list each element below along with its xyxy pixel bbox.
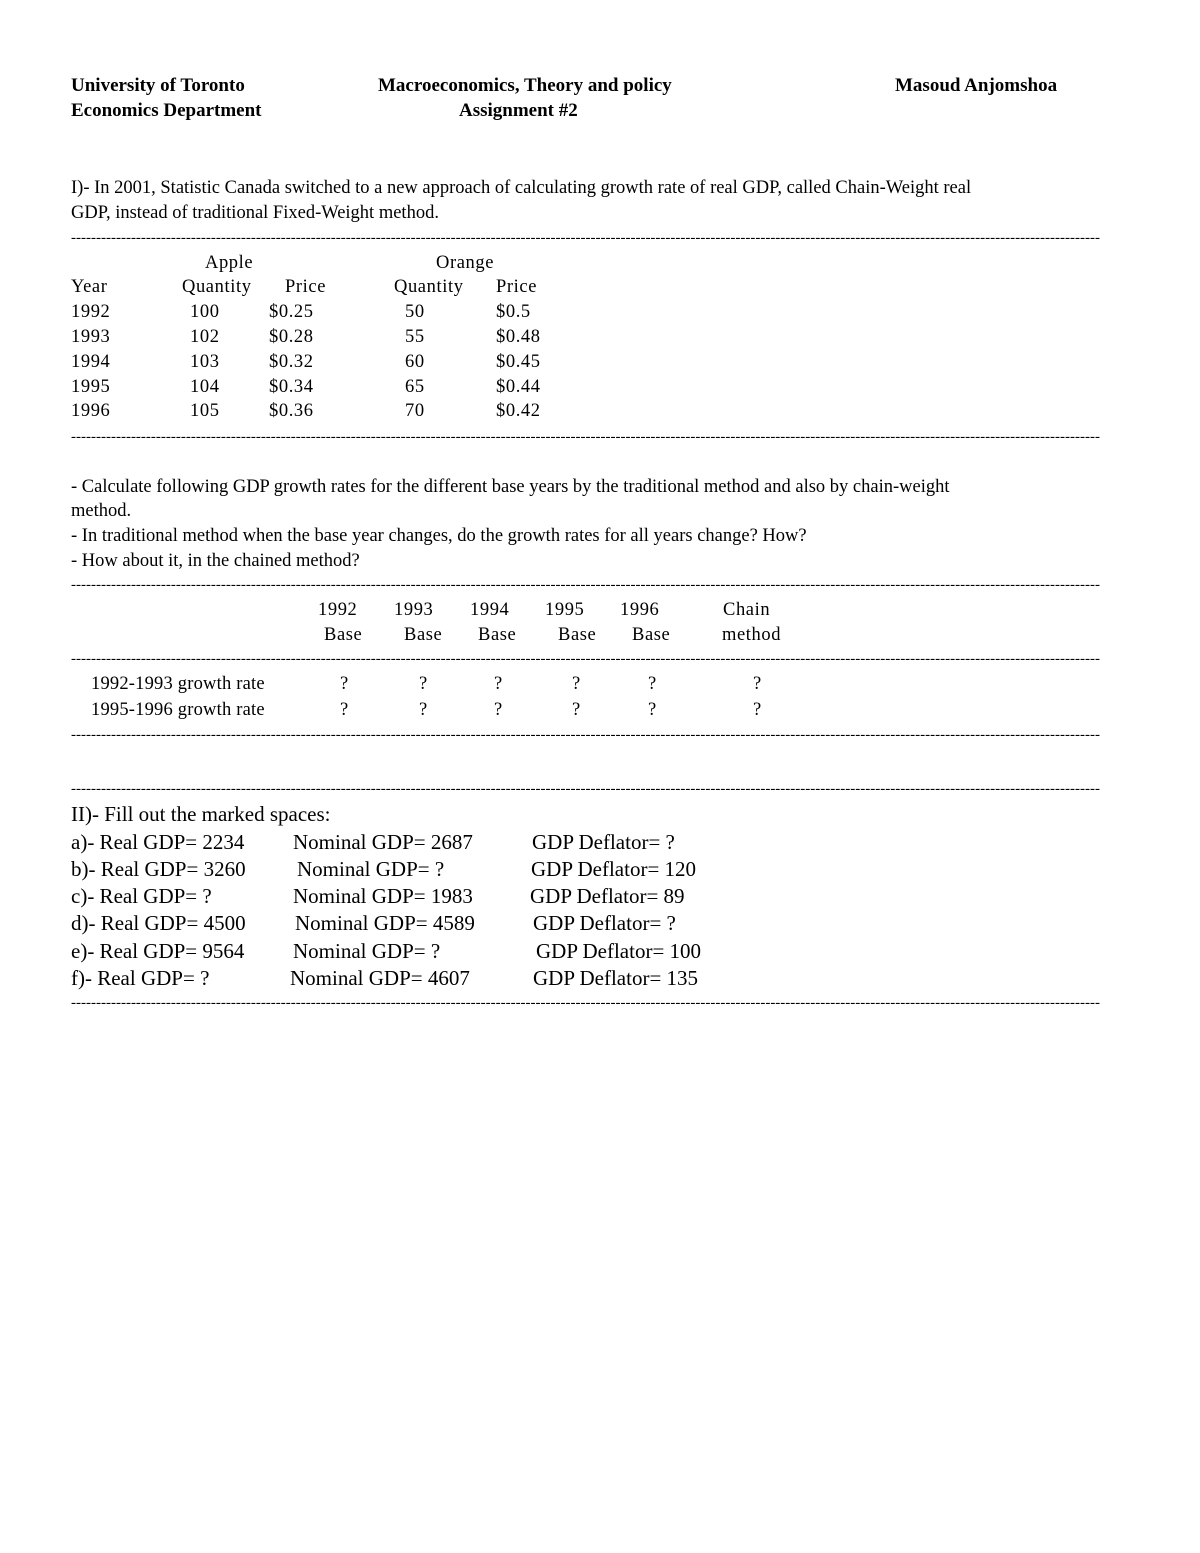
col-header-bottom: Base (404, 625, 443, 645)
answer-cell: ? (419, 700, 428, 720)
gdp-deflator: GDP Deflator= 135 (533, 966, 699, 990)
nominal-gdp: Nominal GDP= 4607 (290, 966, 470, 990)
table-cell-apple-price: $0.28 (269, 327, 314, 347)
answer-cell: ? (572, 700, 581, 720)
table-cell-orange-price: $0.42 (496, 401, 541, 421)
part2-title: II)- Fill out the marked spaces: (71, 802, 331, 826)
table-cell-orange-qty: 60 (405, 352, 425, 372)
table-cell-year: 1992 (71, 302, 111, 322)
orange-group-header: Orange (436, 253, 495, 273)
university-name: University of Toronto (71, 75, 245, 96)
gdp-deflator: GDP Deflator= ? (533, 911, 676, 935)
dashed-rule: -------------------------------------------------------------------------------------------------------------------------------------------------------------------------------------------------------------- (71, 727, 1100, 743)
row-label: 1992-1993 growth rate (91, 674, 265, 694)
table-cell-apple-qty: 105 (190, 401, 220, 421)
table-cell-apple-qty: 100 (190, 302, 220, 322)
question-1-line1: - Calculate following GDP growth rates for the different base years by the traditional method and also by chain-weight (71, 477, 950, 497)
col-header-bottom: Base (558, 625, 597, 645)
nominal-gdp: Nominal GDP= ? (297, 857, 445, 881)
dashed-rule: -------------------------------------------------------------------------------------------------------------------------------------------------------------------------------------------------------------- (71, 429, 1100, 445)
question-1-line2: method. (71, 501, 132, 521)
col-header-bottom: Base (478, 625, 517, 645)
table-cell-orange-qty: 65 (405, 377, 425, 397)
answer-cell: ? (753, 700, 762, 720)
apple-group-header: Apple (205, 253, 254, 273)
col-header-top: 1995 (545, 600, 585, 620)
table-cell-orange-price: $0.5 (496, 302, 531, 322)
author-name: Masoud Anjomshoa (895, 75, 1058, 96)
real-gdp: b)- Real GDP= 3260 (71, 857, 246, 881)
table-cell-orange-qty: 50 (405, 302, 425, 322)
answer-cell: ? (494, 674, 503, 694)
dashed-rule: -------------------------------------------------------------------------------------------------------------------------------------------------------------------------------------------------------------- (71, 651, 1100, 667)
answer-cell: ? (340, 674, 349, 694)
real-gdp: f)- Real GDP= ? (71, 966, 210, 990)
answer-cell: ? (753, 674, 762, 694)
dashed-rule: -------------------------------------------------------------------------------------------------------------------------------------------------------------------------------------------------------------- (71, 995, 1100, 1011)
answer-cell: ? (494, 700, 503, 720)
orange-quantity-header: Quantity (394, 277, 464, 297)
col-header-top: 1994 (470, 600, 510, 620)
table-cell-apple-qty: 103 (190, 352, 220, 372)
table-cell-apple-price: $0.34 (269, 377, 314, 397)
course-title: Macroeconomics, Theory and policy (378, 75, 672, 96)
apple-quantity-header: Quantity (182, 277, 252, 297)
nominal-gdp: Nominal GDP= 1983 (293, 884, 473, 908)
table-cell-orange-qty: 70 (405, 401, 425, 421)
table-cell-apple-qty: 102 (190, 327, 220, 347)
real-gdp: d)- Real GDP= 4500 (71, 911, 246, 935)
table-cell-orange-qty: 55 (405, 327, 425, 347)
real-gdp: a)- Real GDP= 2234 (71, 830, 245, 854)
part1-intro-line1: I)- In 2001, Statistic Canada switched to a new approach of calculating growth rate of real GDP, called Chain-Weight real (71, 178, 972, 198)
col-header-top: 1996 (620, 600, 660, 620)
table-cell-orange-price: $0.45 (496, 352, 541, 372)
question-2: - In traditional method when the base year changes, do the growth rates for all years change? How? (71, 526, 807, 546)
answer-cell: ? (648, 674, 657, 694)
gdp-deflator: GDP Deflator= 100 (536, 939, 702, 963)
table-cell-apple-qty: 104 (190, 377, 220, 397)
table-cell-year: 1996 (71, 401, 111, 421)
gdp-deflator: GDP Deflator= 120 (531, 857, 697, 881)
answer-cell: ? (648, 700, 657, 720)
nominal-gdp: Nominal GDP= ? (293, 939, 441, 963)
answer-cell: ? (572, 674, 581, 694)
gdp-deflator: GDP Deflator= 89 (530, 884, 685, 908)
table-cell-apple-price: $0.25 (269, 302, 314, 322)
nominal-gdp: Nominal GDP= 4589 (295, 911, 475, 935)
dashed-rule: -------------------------------------------------------------------------------------------------------------------------------------------------------------------------------------------------------------- (71, 577, 1100, 593)
table-cell-year: 1994 (71, 352, 111, 372)
year-col-header: Year (71, 277, 108, 297)
row-label: 1995-1996 growth rate (91, 700, 265, 720)
dashed-rule: -------------------------------------------------------------------------------------------------------------------------------------------------------------------------------------------------------------- (71, 230, 1100, 246)
department-name: Economics Department (71, 100, 262, 121)
col-header-bottom: method (722, 625, 782, 645)
apple-price-header: Price (285, 277, 327, 297)
question-3: - How about it, in the chained method? (71, 551, 360, 571)
nominal-gdp: Nominal GDP= 2687 (293, 830, 473, 854)
col-header-bottom: Base (632, 625, 671, 645)
orange-price-header: Price (496, 277, 538, 297)
col-header-top: Chain (723, 600, 771, 620)
answer-cell: ? (419, 674, 428, 694)
real-gdp: e)- Real GDP= 9564 (71, 939, 245, 963)
part1-intro-line2: GDP, instead of traditional Fixed-Weight method. (71, 203, 439, 223)
table-cell-apple-price: $0.36 (269, 401, 314, 421)
table-cell-orange-price: $0.44 (496, 377, 541, 397)
answer-cell: ? (340, 700, 349, 720)
col-header-top: 1993 (394, 600, 434, 620)
col-header-top: 1992 (318, 600, 358, 620)
table-cell-year: 1995 (71, 377, 111, 397)
table-cell-year: 1993 (71, 327, 111, 347)
table-cell-apple-price: $0.32 (269, 352, 314, 372)
gdp-deflator: GDP Deflator= ? (532, 830, 675, 854)
real-gdp: c)- Real GDP= ? (71, 884, 212, 908)
dashed-rule: -------------------------------------------------------------------------------------------------------------------------------------------------------------------------------------------------------------- (71, 781, 1100, 797)
table-cell-orange-price: $0.48 (496, 327, 541, 347)
col-header-bottom: Base (324, 625, 363, 645)
assignment-title: Assignment #2 (459, 100, 578, 121)
